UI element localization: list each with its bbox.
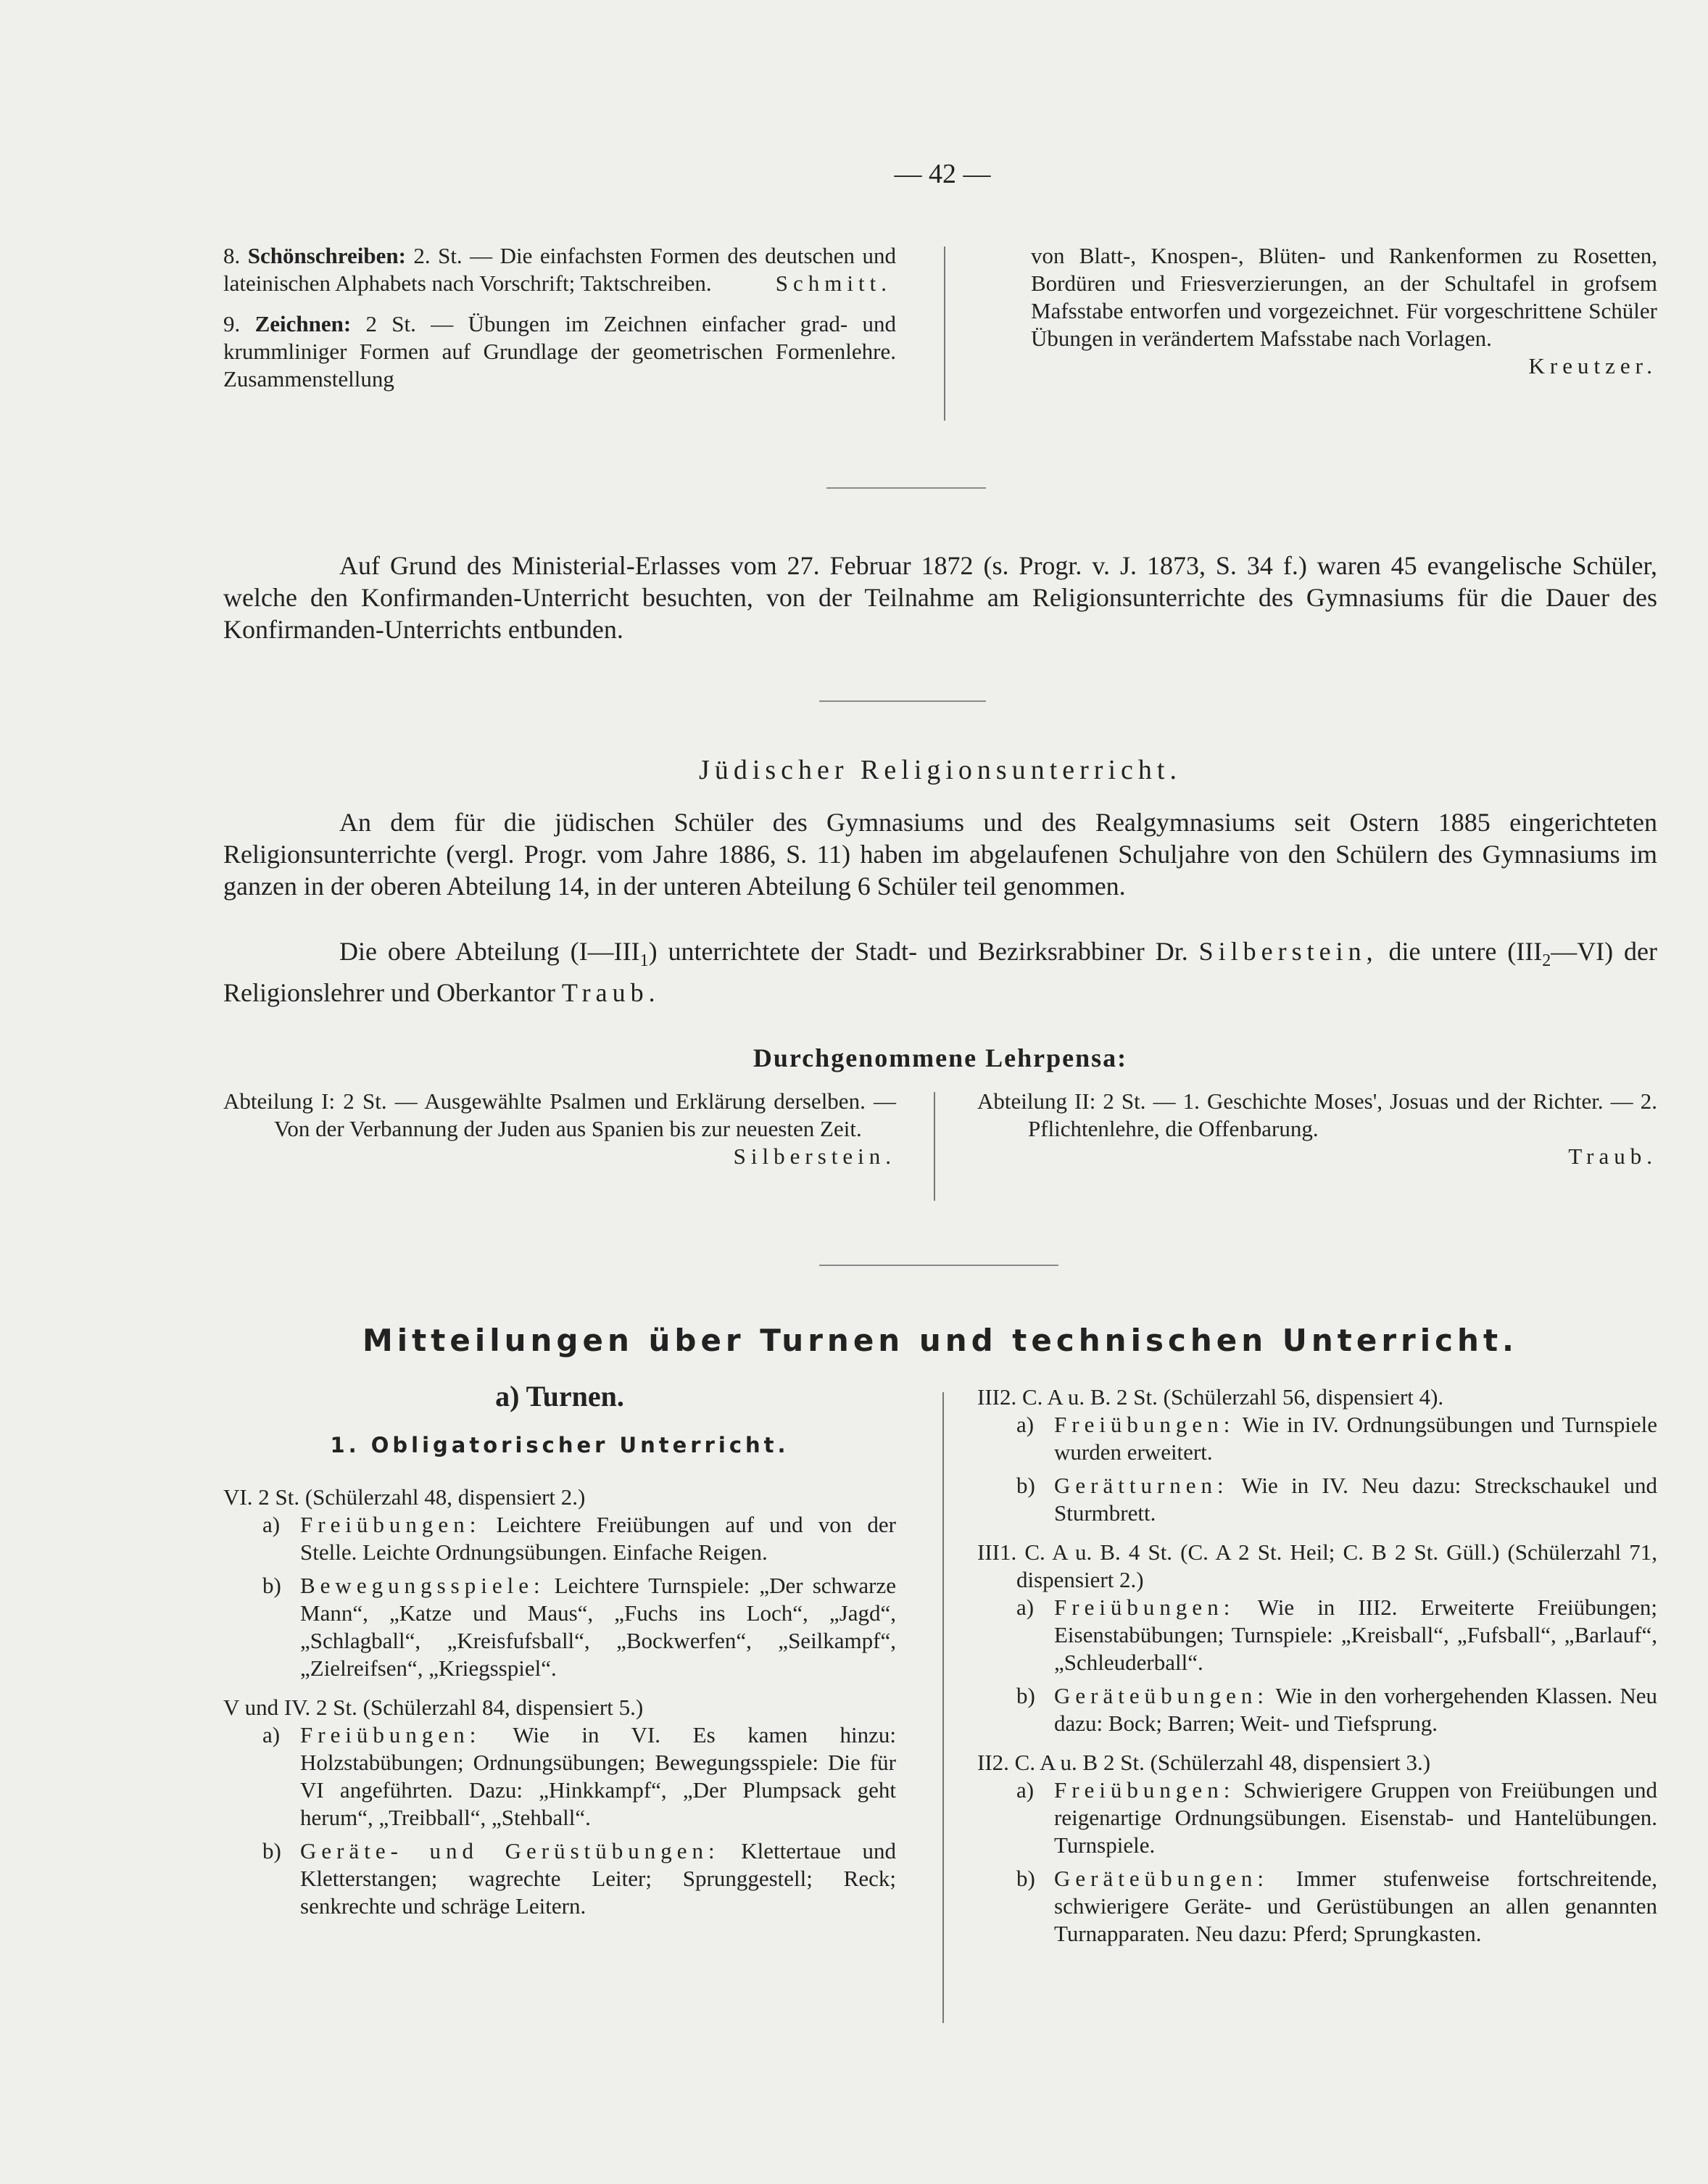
divider [826,487,986,489]
item-label: b) [262,1838,281,1864]
list-item [977,1472,1657,1527]
item-text: Klettertaue und Kletterstangen; wagrechte Leiter; Sprunggestell; Reck; senkrechte und schräge Leitern. [300,1838,897,1919]
entry-number: 9. [223,311,241,336]
item-title: Freiübungen: [1054,1777,1235,1803]
class-block-vi [223,1484,896,1682]
class-head: II2. C. A u. B 2 St. (Schülerzahl 48, dispensiert 3.) [977,1750,1431,1775]
column-divider [942,1392,944,2023]
teacher-name: Kreutzer. [1528,353,1657,379]
turnen-sub-heading: a) Turnen. [495,1380,624,1412]
list-item [223,1511,896,1566]
item-title: Freiübungen: [300,1722,481,1747]
paragraph-text [223,935,1657,1009]
item-text: Leichtere Turnspiele: „Der schwarze Mann“, „Katze und Maus“, „Fuchs ins Loch“, „Jagd“, „Schlagball“, „Kreisfufsball“, „Bockwerfen“, „Seilkampf“, „Zielreifsen“, „Kriegsspiel“. [300,1573,897,1681]
item-label: a) [1016,1777,1035,1803]
item-text: Wie in IV. Ordnungsübungen und Turnspiele wurden erweitert. [1054,1412,1657,1465]
entry-text: 2 St. — Übungen im Zeichnen einfacher grad- und krummliniger Formen auf Grundlage der geometrischen Formenlehre. Zusammenstellung [223,311,896,392]
text-run: ) unterrichtete der Stadt- und Bezirksrabbiner Dr. [648,937,1188,966]
teacher-name: Schmitt. [775,270,892,296]
item-title: Geräteübungen: [1054,1866,1269,1891]
entry-zeichnen [223,310,896,393]
item-label: a) [262,1722,281,1747]
text-run: die untere (III [1388,937,1543,966]
item-text: Wie in III2. Erweiterte Freiübungen; Eisenstabübungen; Turnspiele: „Kreisball“, „Fufsball“, „Barlauf“, „Schleuderball“. [1054,1594,1657,1675]
item-label: a) [1016,1412,1035,1437]
text-run: Die obere Abteilung (I—III [339,937,640,966]
item-label: b) [1016,1473,1035,1498]
item-label: b) [1016,1683,1035,1708]
item-label: b) [1016,1866,1035,1891]
paragraph-text: Auf Grund des Ministerial-Erlasses vom 27. Februar 1872 (s. Progr. v. J. 1873, S. 34 f.) waren 45 evangelische Schüler, welche den Konfirmanden-Unterricht besuchten, von der Teilnahme am Religionsunterrichte des Gymnasiums für die Dauer des Konfirmanden-Unterrichts entbunden. [223,551,1657,644]
class-head: V und IV. 2 St. (Schülerzahl 84, dispensiert 5.) [223,1695,644,1720]
subscript: 1 [639,951,649,971]
turnen-right-column [977,1383,1657,1948]
divider [819,700,986,702]
item-text: Wie in IV. Neu dazu: Streckschaukel und Sturmbrett. [1054,1473,1657,1526]
entry-title: Schönschreiben: [247,243,406,268]
turnen-sub-sub-heading: 1. Obligatorischer Unterricht. [330,1433,789,1457]
item-title: Geräte- und Gerüstübungen: [300,1838,720,1864]
item-title: Bewegungsspiele: [300,1573,545,1598]
entry-number: 8. [223,243,241,268]
column-divider [934,1092,935,1201]
turnen-main-heading: Mitteilungen über Turnen und technischen Unterricht. [362,1323,1518,1358]
list-item [977,1776,1657,1859]
item-title: Freiübungen: [300,1512,481,1537]
entry-text: von Blatt-, Knospen-, Blüten- und Rankenformen zu Rosetten, Bordüren und Friesverzierungen, an der Schultafel in grofsem Mafsstabe entworfen und vorgezeichnet. Für vorgeschrittene Schüler Übungen in verändertem Mafsstabe nach Vorlagen. [1031,243,1657,351]
item-text: Wie in VI. Es kamen hinzu: Holzstabübungen; Ordnungsübungen; Bewegungsspiele: Die für VI angeführten. Dazu: „Hinkkampf“, „Der Plumpsack geht herum“, „Treibball“, „Stehball“. [300,1722,896,1830]
teacher-name: Traub. [1568,1143,1657,1169]
class-head: VI. 2 St. (Schülerzahl 48, dispensiert 2.) [223,1484,586,1510]
jewish-paragraph-1 [223,806,1657,902]
paragraph-text: Abteilung I: 2 St. — Ausgewählte Psalmen und Erklärung derselben. — Von der Verbannung der Juden aus Spanien bis zur neuesten Zeit. [223,1088,896,1141]
subscript: 2 [1542,951,1551,971]
jewish-paragraph-2 [223,935,1657,1009]
top-right-column [1031,242,1657,380]
class-block-iii2 [977,1383,1657,1527]
item-title: Freiübungen: [1054,1412,1235,1437]
item-title: Gerätturnen: [1054,1473,1229,1498]
paragraph-text: An dem für die jüdischen Schüler des Gymnasiums und des Realgymnasiums seit Ostern 1885 eingerichteten Religionsunterrichte (vergl. Progr. vom Jahre 1886, S. 11) haben im abgelaufenen Schuljahre von den Schülern des Gymnasiums im ganzen in der oberen Abteilung 14, in der unteren Abteilung 6 Schüler teil genommen. [223,808,1657,901]
item-title: Freiübungen: [1054,1594,1235,1620]
entry-title: Zeichnen: [254,311,352,336]
turnen-left-column [223,1484,896,1920]
class-block-v-iv [223,1694,896,1920]
item-text: Immer stufenweise fortschreitende, schwierigere Geräte- und Gerüstübungen an allen genannten Turnapparaten. Neu dazu: Pferd; Sprungkasten. [1054,1866,1657,1946]
paragraph-text: Abteilung II: 2 St. — 1. Geschichte Moses', Josuas und der Richter. — 2. Pflichtenlehre, die Offenbarung. [977,1088,1657,1141]
class-head: III2. C. A u. B. 2 St. (Schülerzahl 56, dispensiert 4). [977,1384,1444,1410]
list-item [977,1865,1657,1948]
item-label: b) [262,1573,281,1598]
column-divider [944,247,945,421]
item-label: a) [1016,1594,1035,1620]
ministerial-paragraph [223,550,1657,645]
list-item [223,1572,896,1682]
pensa-heading: Durchgenommene Lehrpensa: [753,1043,1128,1072]
top-left-column [223,242,896,393]
item-text: Wie in den vorhergehenden Klassen. Neu dazu: Bock; Barren; Weit- und Tiefsprung. [1054,1683,1657,1736]
class-head: III1. C. A u. B. 4 St. (C. A 2 St. Heil; C. B 2 St. Güll.) (Schülerzahl 71, dispensiert 2.) [977,1539,1657,1592]
pensa-left [223,1088,896,1170]
list-item [223,1837,896,1920]
item-title: Geräteübungen: [1054,1683,1269,1708]
teacher-name: Silberstein. [733,1143,896,1169]
entry-text: 2. St. — Die einfachsten Formen des deutschen und lateinischen Alphabets nach Vorschrift; Taktschreiben. [223,243,897,296]
pensa-right [977,1088,1657,1170]
text-run: —VI) der Religionslehrer und Oberkantor [223,937,1658,1008]
class-block-iii1 [977,1539,1657,1737]
person-name: Traub. [561,978,660,1008]
list-item [977,1682,1657,1737]
person-name: Silberstein, [1198,937,1378,966]
list-item [223,1721,896,1832]
divider [819,1265,1058,1266]
class-block-ii2 [977,1749,1657,1948]
item-text: Leichtere Freiübungen auf und von der Stelle. Leichte Ordnungsübungen. Einfache Reigen. [300,1512,896,1565]
item-text: Schwierigere Gruppen von Freiübungen und reigenartige Ordnungsübungen. Eisenstab- und Hantelübungen. Turnspiele. [1054,1777,1658,1858]
jewish-heading: Jüdischer Religionsunterricht. [699,755,1182,785]
item-label: a) [262,1512,281,1537]
list-item [977,1594,1657,1676]
page-number: — 42 — [894,159,991,189]
list-item [977,1411,1657,1466]
